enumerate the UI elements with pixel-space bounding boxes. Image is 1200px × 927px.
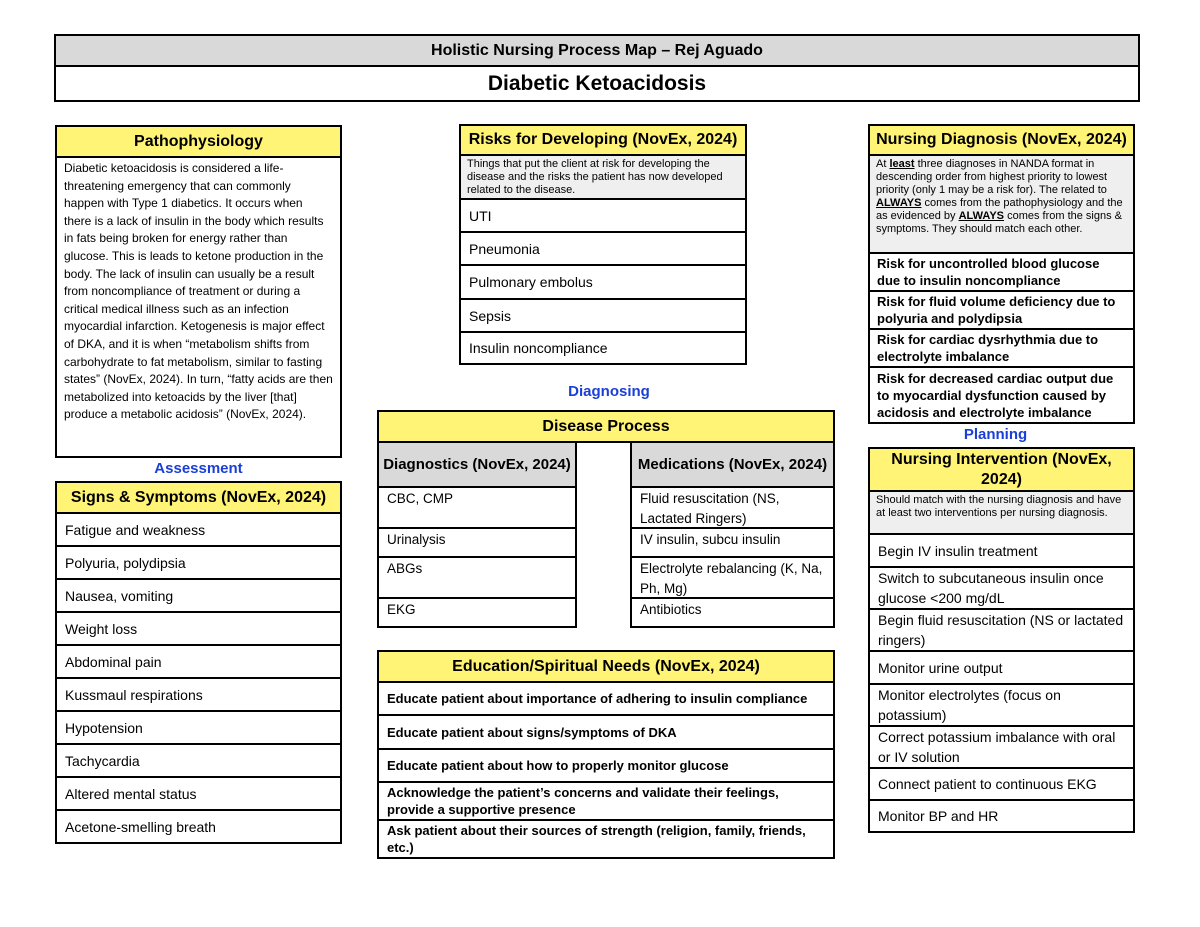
intervention-item: Monitor urine output — [868, 652, 1135, 685]
nursing-intervention-note: Should match with the nursing diagnosis and have at least two interventions per nursing diagnosis. — [868, 492, 1135, 535]
education-item: Ask patient about their sources of strength (religion, family, friends, etc.) — [377, 821, 835, 859]
risk-item: Pulmonary embolus — [459, 266, 747, 300]
signs-item: Altered mental status — [55, 778, 342, 811]
diagnostics-item: CBC, CMP — [377, 488, 577, 529]
disease-title: Diabetic Ketoacidosis — [54, 67, 1140, 102]
signs-item: Nausea, vomiting — [55, 580, 342, 613]
diagnostics-item: EKG — [377, 599, 577, 628]
diagnostics-item: Urinalysis — [377, 529, 577, 558]
risk-item: Insulin noncompliance — [459, 333, 747, 365]
signs-item: Hypotension — [55, 712, 342, 745]
education-item: Educate patient about importance of adhering to insulin compliance — [377, 683, 835, 716]
risks-note: Things that put the client at risk for developing the disease and the risks the patient has now developed related to the disease. — [459, 156, 747, 200]
assessment-label: Assessment — [154, 460, 243, 477]
nursing-diagnosis-note: At least three diagnoses in NANDA format in descending order from highest priority to lowest priority (only 1 may be a risk for). The related to ALWAYS comes from the pathophysiology and the as evidenced by ALWAYS comes from the signs & symptoms. They should match each other. — [868, 156, 1135, 254]
risk-item: UTI — [459, 200, 747, 233]
intervention-item: Begin IV insulin treatment — [868, 535, 1135, 568]
intervention-item: Monitor electrolytes (focus on potassium) — [868, 685, 1135, 727]
nursing-diagnosis-item: Risk for fluid volume deficiency due to polyuria and polydipsia — [868, 292, 1135, 330]
education-item: Educate patient about how to properly monitor glucose — [377, 750, 835, 783]
signs-item: Kussmaul respirations — [55, 679, 342, 712]
diagnostics-heading: Diagnostics (NovEx, 2024) — [377, 441, 577, 488]
nursing-intervention-heading: Nursing Intervention (NovEx, 2024) — [868, 447, 1135, 492]
signs-item: Abdominal pain — [55, 646, 342, 679]
intervention-item: Connect patient to continuous EKG — [868, 769, 1135, 801]
signs-item: Acetone-smelling breath — [55, 811, 342, 844]
nursing-diagnosis-item: Risk for uncontrolled blood glucose due to insulin noncompliance — [868, 254, 1135, 292]
medications-item: IV insulin, subcu insulin — [630, 529, 835, 558]
disease-process-heading: Disease Process — [377, 410, 835, 443]
medications-heading: Medications (NovEx, 2024) — [630, 441, 835, 488]
medications-item: Electrolyte rebalancing (K, Na, Ph, Mg) — [630, 558, 835, 599]
diagnostics-item: ABGs — [377, 558, 577, 599]
intervention-item: Begin fluid resuscitation (NS or lactated ringers) — [868, 610, 1135, 652]
diagnosing-label: Diagnosing — [568, 383, 650, 400]
nursing-diagnosis-item: Risk for cardiac dysrhythmia due to electrolyte imbalance — [868, 330, 1135, 368]
nursing-diagnosis-item: Risk for decreased cardiac output due to myocardial dysfunction caused by acidosis and electrolyte imbalance — [868, 368, 1135, 424]
pathophysiology-text: Diabetic ketoacidosis is considered a life-threatening emergency that can commonly happen with Type 1 diabetics. It occurs when there is a lack of insulin in the body which results in fats being broken for energy rather than glucose. This is leads to ketone production in the body. The lack of insulin can usually be a result from noncompliance of treatment or during a critical medical illness such as an infection myocardial infarction. Ketogenesis is major effect of DKA, and it is when “metabolism shifts from carbohydrate to fat metabolism, similar to fasting states” (NovEx, 2024). In turn, “fatty acids are then metabolized into ketoacids by the liver [that] produce a metabolic acidosis” (NovEx, 2024). — [55, 158, 342, 458]
medications-item: Antibiotics — [630, 599, 835, 628]
planning-label: Planning — [963, 426, 1028, 443]
document-title: Holistic Nursing Process Map – Rej Aguado — [54, 34, 1140, 67]
intervention-item: Correct potassium imbalance with oral or IV solution — [868, 727, 1135, 769]
risk-item: Sepsis — [459, 300, 747, 333]
education-heading: Education/Spiritual Needs (NovEx, 2024) — [377, 650, 835, 683]
intervention-item: Switch to subcutaneous insulin once glucose <200 mg/dL — [868, 568, 1135, 610]
risk-item: Pneumonia — [459, 233, 747, 266]
signs-item: Weight loss — [55, 613, 342, 646]
intervention-item: Monitor BP and HR — [868, 801, 1135, 833]
education-item: Acknowledge the patient’s concerns and validate their feelings, provide a supportive presence — [377, 783, 835, 821]
signs-item: Fatigue and weakness — [55, 514, 342, 547]
medications-item: Fluid resuscitation (NS, Lactated Ringers) — [630, 488, 835, 529]
signs-heading: Signs & Symptoms (NovEx, 2024) — [55, 481, 342, 514]
signs-item: Polyuria, polydipsia — [55, 547, 342, 580]
education-item: Educate patient about signs/symptoms of DKA — [377, 716, 835, 750]
pathophysiology-heading: Pathophysiology — [55, 125, 342, 158]
signs-item: Tachycardia — [55, 745, 342, 778]
risks-heading: Risks for Developing (NovEx, 2024) — [459, 124, 747, 156]
nursing-diagnosis-heading: Nursing Diagnosis (NovEx, 2024) — [868, 124, 1135, 156]
